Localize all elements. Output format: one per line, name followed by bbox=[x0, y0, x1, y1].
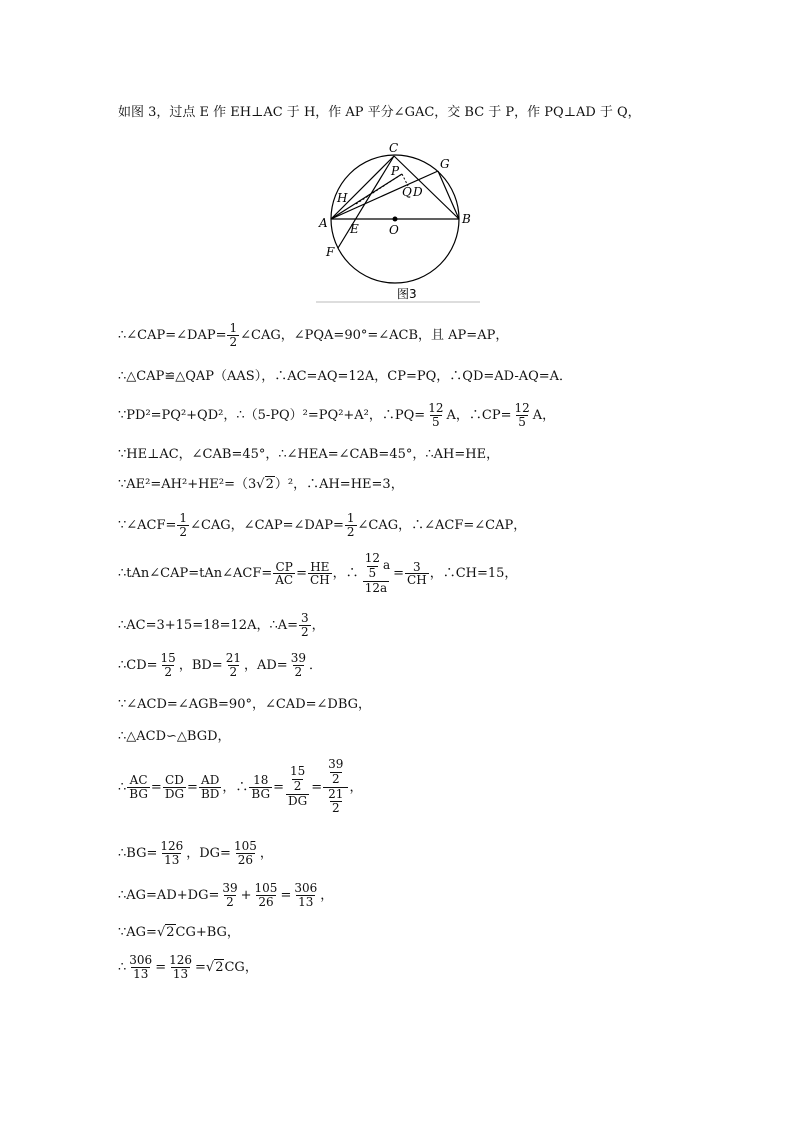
text-line-1: 如图 3，过点 E 作 EH⊥AC 于 H，作 AP 平分∠GAC，交 BC 于 P，作 PQ⊥AD 于 Q， bbox=[118, 105, 641, 120]
sqrt-2: √2 bbox=[156, 925, 175, 940]
text-line-7: ∵∠ACF= $\frac{1}{2}$ ∠CAG，∠CAP=∠DAP= $\frac{1}{2}$ ∠CAG，∴∠ACF=∠CAP， bbox=[118, 511, 527, 539]
svg-text:G: G bbox=[440, 157, 450, 171]
fraction-3-ch: $\frac{3}{CH}$ bbox=[407, 559, 427, 588]
text-line-3: ∴△CAP≌△QAP（AAS），∴AC=AQ=12A，CP=PQ，∴QD=AD-AQ=A． bbox=[118, 369, 573, 384]
geometry-figure bbox=[316, 136, 480, 304]
fraction-39-2: $\frac{39}{2}$ bbox=[222, 881, 238, 909]
svg-text:C: C bbox=[389, 141, 399, 155]
complex-fraction: 12 5 a 12a bbox=[364, 551, 391, 595]
text-line-12: ∴△ACD∽△BGD， bbox=[118, 729, 231, 744]
text-line-5: ∵HE⊥AC，∠CAB=45°，∴∠HEA=∠CAB=45°，∴AH=HE， bbox=[118, 447, 500, 462]
text-line-13: ∴ $\frac{AC}{BG}$ = $\frac{CD}{DG}$ = $\frac{AD}{BD}$ ，∴ $\frac{18}{BG}$ = $\frac{\frac{15}{2}}{DG}$ = $\frac{\frac{39}{2}}{\frac{21}{2}}$ ， bbox=[118, 757, 363, 816]
fraction-cd-dg: $\frac{CD}{DG}$ bbox=[164, 773, 185, 801]
fraction-3-2: $\frac{3}{2}$ bbox=[301, 611, 309, 639]
sqrt-2: √2 bbox=[205, 959, 224, 975]
sqrt-2: √2 bbox=[256, 477, 274, 492]
svg-text:B: B bbox=[462, 212, 471, 226]
circle-diagram bbox=[316, 136, 480, 304]
text-line-17: ∴ $\frac{306}{13}$ = $\frac{126}{13}$ = √2 CG， bbox=[118, 953, 258, 981]
svg-text:P: P bbox=[391, 164, 400, 178]
fraction-15-2: $\frac{15}{2}$ bbox=[160, 651, 176, 679]
fraction-105-26: $\frac{105}{26}$ bbox=[254, 881, 278, 909]
fraction-39-2: $\frac{39}{2}$ bbox=[290, 651, 306, 679]
text-line-2: ∴∠CAP=∠DAP= $\frac{1}{2}$ ∠CAG，∠PQA=90°=∠ACB，且 AP=AP， bbox=[118, 321, 509, 349]
fraction-cp-ac: $\frac{CP}{AC}$ bbox=[275, 559, 294, 588]
fraction-he-ch: $\frac{HE}{CH}$ bbox=[310, 559, 330, 588]
fraction-15over2-dg: $\frac{\frac{15}{2}}{DG}$ bbox=[288, 764, 308, 808]
fraction-306-13: $\frac{306}{13}$ bbox=[294, 881, 318, 909]
fraction-half: $\frac{1}{2}$ bbox=[229, 321, 238, 349]
svg-text:D: D bbox=[413, 185, 423, 199]
fraction-half: $\frac{1}{2}$ bbox=[179, 511, 188, 539]
fraction-39over2-21over2: $\frac{\frac{39}{2}}{\frac{21}{2}}$ bbox=[323, 758, 348, 816]
svg-text:A: A bbox=[319, 216, 328, 230]
svg-text:O: O bbox=[389, 223, 399, 237]
text-line-16: ∵AG= √2 CG+BG， bbox=[118, 925, 240, 940]
fraction-12-5: $\frac{12}{5}$ bbox=[514, 401, 530, 429]
fraction-306-13: $\frac{306}{13}$ bbox=[129, 953, 153, 981]
svg-text:H: H bbox=[337, 191, 348, 205]
text-line-9: ∴AC=3+15=18=12A，∴A= $\frac{3}{2}$ ， bbox=[118, 611, 325, 639]
text-line-6: ∵AE²=AH²+HE²=（3 √2 ）²，∴AH=HE=3， bbox=[118, 477, 404, 492]
fraction-126-13: $\frac{126}{13}$ bbox=[160, 839, 184, 867]
fraction-126-13: $\frac{126}{13}$ bbox=[169, 953, 192, 981]
fraction-105-26: $\frac{105}{26}$ bbox=[233, 839, 257, 867]
text-line-8: ∴tAn∠CAP=tAn∠ACF= $\frac{CP}{AC}$ = $\frac{HE}{CH}$ ，∴ 12 5 a 12a = $\frac{3}{CH}$ ，∴CH=15， bbox=[118, 551, 518, 595]
fraction-ac-bg: $\frac{AC}{BG}$ bbox=[129, 773, 148, 801]
fraction-half: $\frac{1}{2}$ bbox=[346, 511, 355, 539]
svg-text:图3: 图3 bbox=[397, 287, 417, 301]
fraction-18-bg: $\frac{18}{BG}$ bbox=[251, 773, 271, 801]
fraction-21-2: $\frac{21}{2}$ bbox=[225, 651, 241, 679]
svg-text:Q: Q bbox=[402, 185, 412, 199]
text-line-15: ∴AG=AD+DG= $\frac{39}{2}$ + $\frac{105}{26}$ = $\frac{306}{13}$ ， bbox=[118, 881, 334, 909]
fraction-ad-bd: $\frac{AD}{BD}$ bbox=[200, 773, 220, 801]
fraction-12-5: $\frac{12}{5}$ bbox=[428, 401, 444, 429]
svg-text:F: F bbox=[326, 245, 335, 259]
text-line-10: ∴CD= $\frac{15}{2}$ ，BD= $\frac{21}{2}$ ，AD= $\frac{39}{2}$ ． bbox=[118, 651, 322, 679]
text-line-14: ∴BG= $\frac{126}{13}$ ，DG= $\frac{105}{26}$ ， bbox=[118, 839, 273, 867]
text-line-11: ∵∠ACD=∠AGB=90°，∠CAD=∠DBG， bbox=[118, 697, 372, 712]
svg-text:E: E bbox=[350, 222, 359, 236]
text-line-4: ∵PD²=PQ²+QD²，∴（5-PQ）²=PQ²+A²，∴PQ= $\frac{12}{5}$ A，∴CP= $\frac{12}{5}$ A， bbox=[118, 401, 556, 429]
center-point bbox=[393, 217, 398, 222]
